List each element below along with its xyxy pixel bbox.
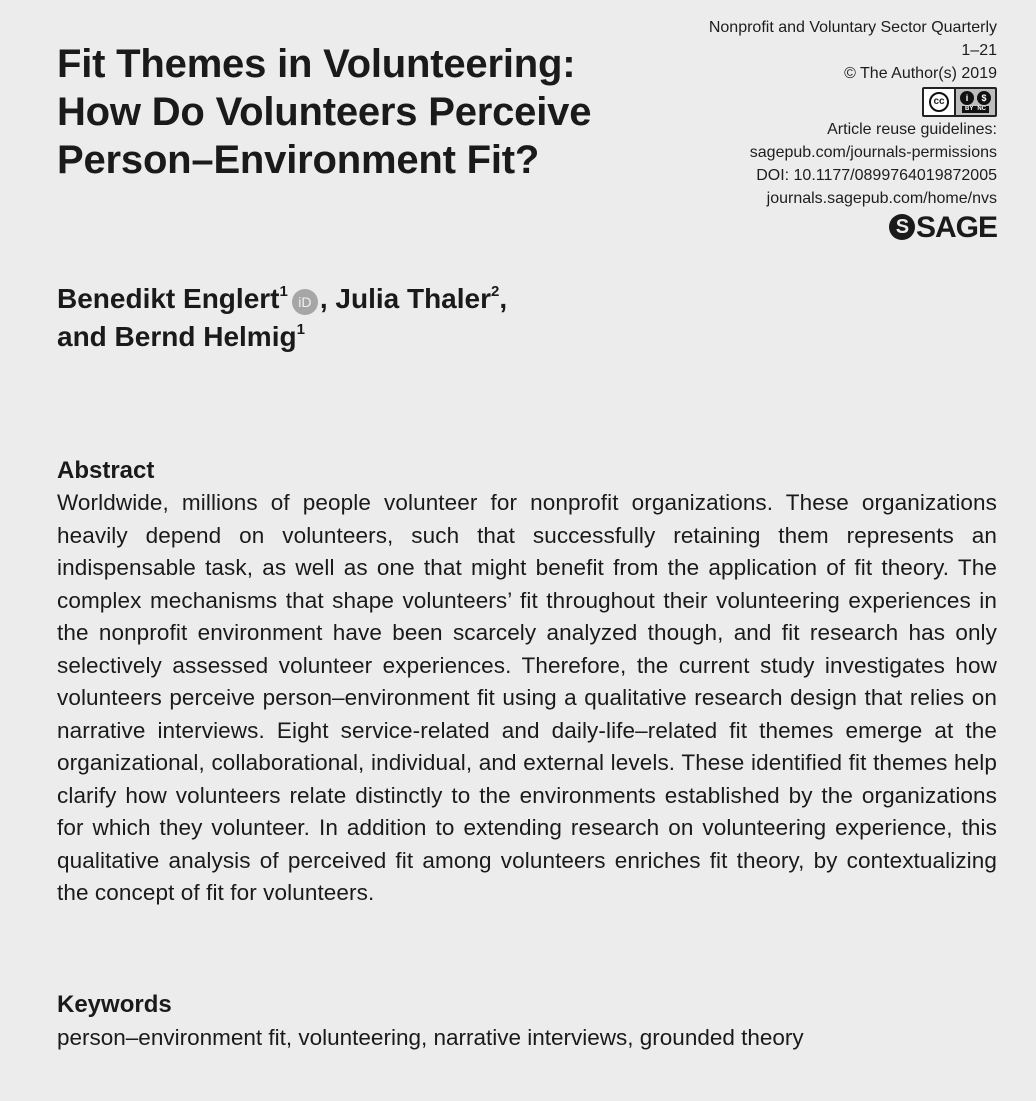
cc-license-badge[interactable]: [922, 87, 997, 117]
author-2-affiliation: 2: [491, 283, 500, 300]
title-line-2: How Do Volunteers Perceive: [57, 90, 592, 134]
attribution-icon: i: [960, 91, 974, 105]
abstract-heading: Abstract: [57, 457, 155, 484]
author-3-affiliation: 1: [296, 321, 305, 338]
nc-label: NC: [977, 106, 986, 112]
publisher-name: SAGE: [915, 210, 997, 244]
author-separator: ,: [499, 283, 508, 314]
copyright: © The Author(s) 2019: [844, 65, 997, 82]
title-line-3: Person–Environment Fit?: [57, 138, 540, 182]
journal-link[interactable]: journals.sagepub.com/home/nvs: [766, 190, 997, 207]
journal-meta: [637, 16, 997, 244]
journal-name: Nonprofit and Voluntary Sector Quarterly: [708, 19, 997, 36]
permissions-link[interactable]: sagepub.com/journals-permissions: [749, 144, 997, 161]
article-title: [57, 40, 677, 184]
title-line-1: Fit Themes in Volunteering:: [57, 42, 576, 86]
abstract-text: Worldwide, millions of people volunteer for nonprofit organizations. These organizations heavily depend on volunteers, such that successfully retaining them represents an indispensable task, as well as one that might benefit from the application of fit theory. The complex mechanisms that shape volunteers’ fit throughout their volunteering experiences in the nonprofit environment have been scarcely analyzed though, and fit research has only selectively assessed volunteer experiences. Therefore, the current study investigates how volunteers perceive person–environment fit using a qualitative research design that relies on narrative interviews. Eight service-related and daily-life–related fit themes emerge at the organizational, collaborational, individual, and external levels. These identified fit themes help clarify how volunteers relate distinctly to the environments established by the organizations for which they volunteer. In addition to extending research on volunteering experience, this qualitative analysis of perceived fit among volunteers enriches fit theory, by contextualizing the concept of fit for volunteers.: [57, 490, 997, 905]
page-range: 1–21: [961, 42, 997, 59]
keywords-text: person–environment fit, volunteering, narrative interviews, grounded theory: [57, 1025, 804, 1050]
sage-s-icon: S: [889, 214, 915, 240]
keywords-heading: Keywords: [57, 991, 172, 1018]
reuse-label: Article reuse guidelines:: [827, 121, 997, 138]
author-3-name: and Bernd Helmig: [57, 321, 297, 352]
sage-logo: [889, 210, 997, 244]
author-1-name: Benedikt Englert: [57, 283, 280, 314]
author-list: [57, 280, 757, 356]
doi[interactable]: DOI: 10.1177/0899764019872005: [756, 167, 997, 184]
author-1-affiliation: 1: [279, 283, 288, 300]
by-label: BY: [964, 106, 974, 112]
orcid-icon[interactable]: iD: [292, 289, 318, 315]
noncommercial-icon: $: [977, 91, 991, 105]
author-2-name: , Julia Thaler: [319, 283, 491, 314]
cc-icon: cc: [929, 92, 949, 112]
